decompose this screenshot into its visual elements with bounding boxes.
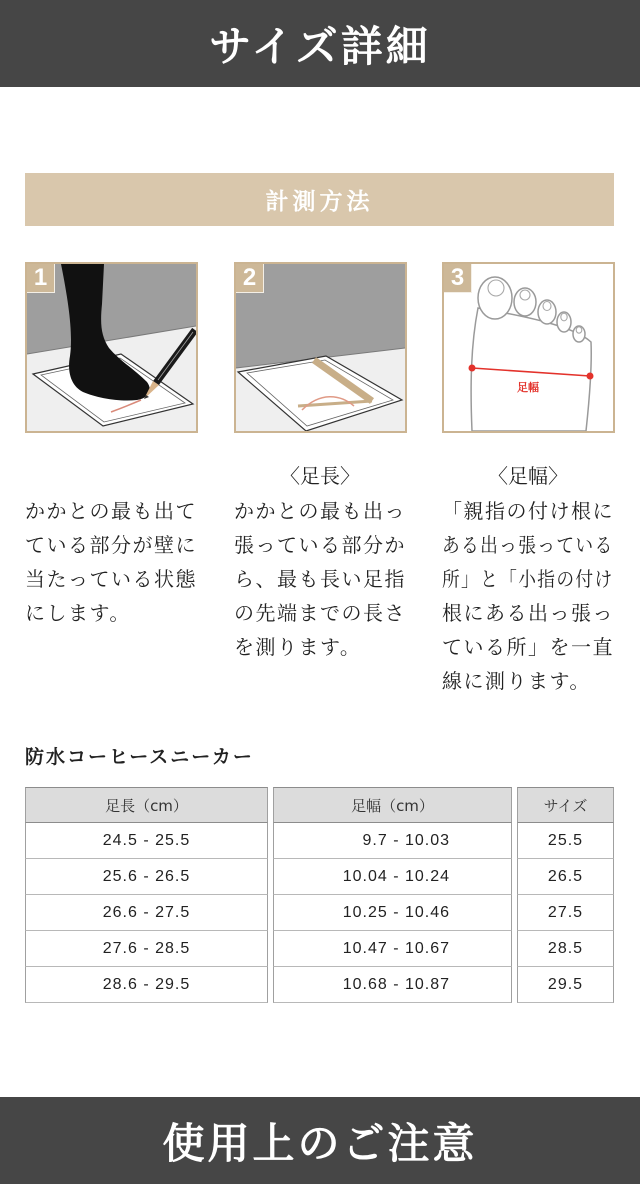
size-cell: 26.5	[517, 859, 614, 895]
foot-width-cell: 10.47 - 10.67	[273, 931, 512, 967]
caption-line-text: 当たっている状態	[25, 567, 197, 591]
caption-line	[442, 562, 614, 596]
caption-line	[25, 494, 197, 528]
caption-line-text: 線に測ります。	[442, 669, 591, 693]
size-cell: 27.5	[517, 895, 614, 931]
size-detail-title: サイズ詳細	[209, 21, 431, 71]
usage-notes-banner	[0, 1097, 640, 1184]
caption-line	[234, 562, 406, 596]
caption-line-text: の先端までの長さ	[234, 601, 406, 625]
size-cell: 25.5	[517, 823, 614, 859]
little-toe	[573, 326, 585, 342]
caption-line-text: 張っている部分か	[234, 533, 406, 557]
product-name: 防水コーヒースニーカー	[25, 746, 254, 768]
step-2-caption	[234, 459, 406, 664]
caption-line	[442, 528, 614, 562]
caption-line	[25, 562, 197, 596]
caption-line-text: を測ります。	[234, 635, 362, 659]
measure-step-3-illustration	[442, 262, 615, 433]
measurement-method-title: 計測方法	[265, 189, 374, 215]
caption-line	[234, 596, 406, 630]
caption-line-text: ている所」を一直	[442, 635, 614, 659]
header-foot-width: 足幅（cm）	[273, 787, 512, 823]
foot-width-cell: 9.7 - 10.03	[273, 823, 512, 859]
foot-length-cell: 26.6 - 27.5	[25, 895, 268, 931]
usage-notes-title: 使用上のご注意	[162, 1118, 478, 1168]
foot-width-cell: 10.04 - 10.24	[273, 859, 512, 895]
size-cell: 29.5	[517, 967, 614, 1003]
foot-width-point-left	[469, 365, 476, 372]
caption-line-text: かかとの最も出て	[25, 499, 197, 523]
foot-length-cell: 28.6 - 29.5	[25, 967, 268, 1003]
third-toe	[538, 300, 556, 324]
step-3-caption	[442, 459, 614, 698]
caption-line	[234, 630, 406, 664]
foot-length-cell: 24.5 - 25.5	[25, 823, 268, 859]
foot-length-heading: 〈足長〉	[280, 464, 360, 488]
foot-length-cell: 25.6 - 26.5	[25, 859, 268, 895]
caption-line-text: ている部分が壁に	[25, 533, 197, 557]
foot-width-heading: 〈足幅〉	[488, 464, 568, 488]
foot-width-cell: 10.25 - 10.46	[273, 895, 512, 931]
step-number-badge: 3	[444, 264, 472, 293]
step-number-badge: 1	[27, 264, 55, 293]
size-cell: 28.5	[517, 931, 614, 967]
measure-step-1-illustration	[25, 262, 198, 433]
caption-text	[234, 494, 406, 664]
caption-line	[442, 494, 614, 528]
caption-line	[25, 596, 197, 630]
fourth-toe	[557, 312, 571, 332]
step-1-caption	[25, 459, 197, 630]
caption-text	[25, 459, 197, 630]
caption-line-text: かかとの最も出っ	[234, 499, 406, 523]
size-table	[25, 787, 614, 1003]
big-toe	[478, 277, 512, 319]
caption-line-text: ら、最も長い足指	[234, 567, 406, 591]
caption-line	[442, 664, 614, 698]
caption-line-text: 「親指の付け根に	[442, 499, 614, 523]
step-number-badge: 2	[236, 264, 264, 293]
foot-width-cell: 10.68 - 10.87	[273, 967, 512, 1003]
caption-line-text: 根にある出っ張っ	[442, 601, 614, 625]
foot-width-point-right	[587, 373, 594, 380]
caption-line	[442, 596, 614, 630]
foot-length-cell: 27.6 - 28.5	[25, 931, 268, 967]
second-toe	[514, 288, 536, 316]
size-detail-banner	[0, 0, 640, 87]
caption-line-text: 所」と「小指の付け	[442, 567, 614, 591]
caption-line	[234, 528, 406, 562]
caption-line	[25, 528, 197, 562]
caption-text	[442, 494, 614, 698]
measure-step-2-illustration	[234, 262, 407, 433]
caption-line-text: ある出っ張っている	[442, 533, 614, 557]
caption-line	[442, 630, 614, 664]
header-size: サイズ	[517, 787, 614, 823]
header-foot-length: 足長（cm）	[25, 787, 268, 823]
measurement-method-bar	[25, 173, 614, 226]
foot-width-label: 足幅	[517, 381, 539, 394]
caption-line-text: にします。	[25, 601, 131, 625]
caption-line	[234, 494, 406, 528]
